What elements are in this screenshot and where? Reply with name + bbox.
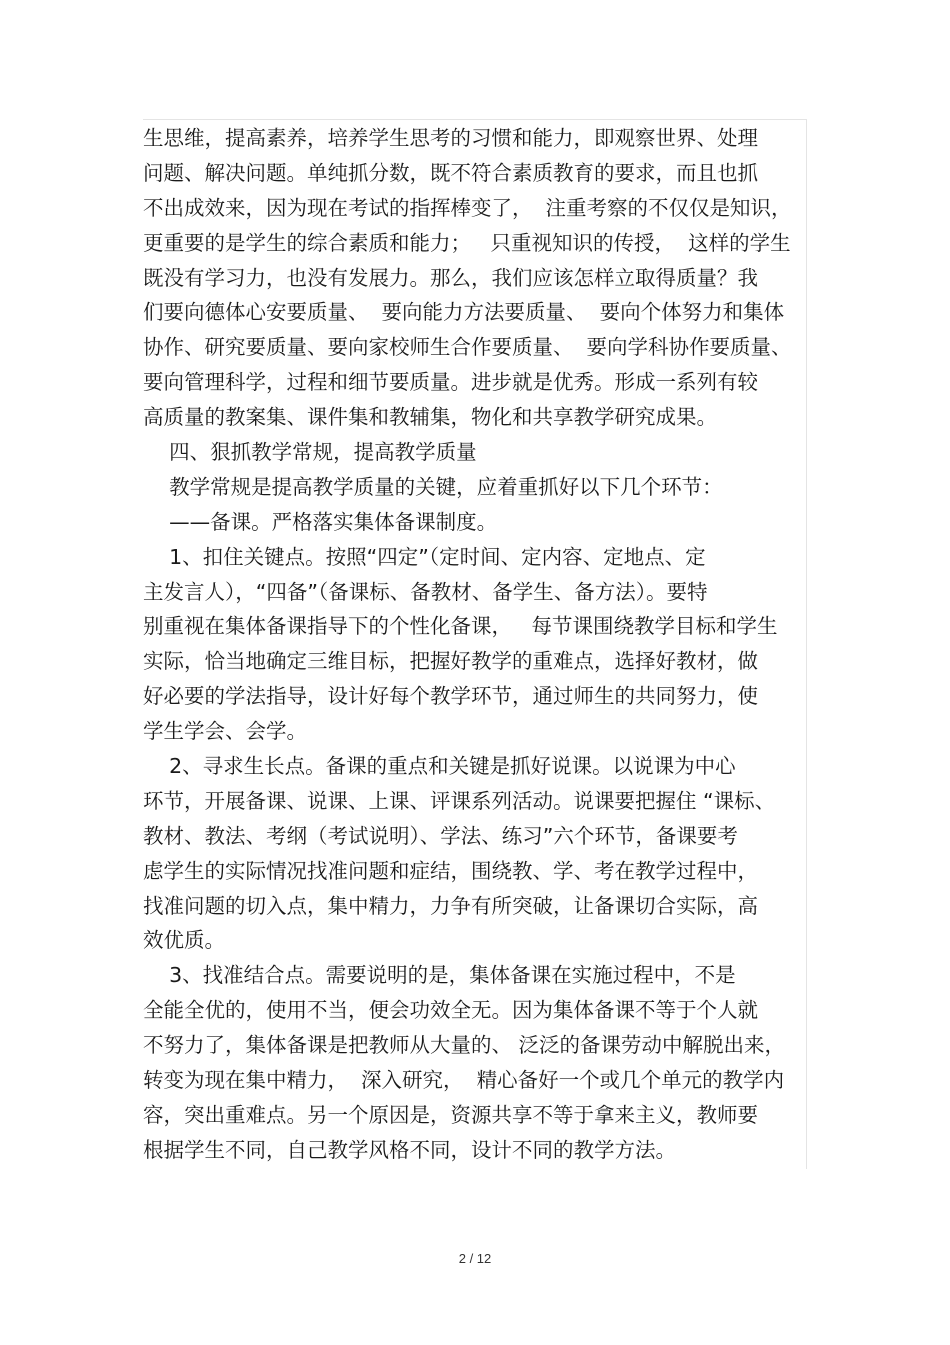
text-line: 环节，开展备课、说课、上课、评课系列活动。说课要把握住 “课标、 xyxy=(143,788,776,813)
text-line: 教学常规是提高教学质量的关键，应着重抓好以下几个环节： xyxy=(143,474,723,499)
page-number: 2 / 12 xyxy=(458,1251,492,1266)
text-line: ——备课。严格落实集体备课制度。 xyxy=(143,509,498,534)
text-line: 容，突出重难点。另一个原因是，资源共享不等于拿来主义，教师要 xyxy=(143,1102,758,1127)
text-line: 协作、研究要质量、要向家校师生合作要质量、 要向学科协作要质量、 xyxy=(143,335,792,360)
text-line: 全能全优的，使用不当，便会功效全无。因为集体备课不等于个人就 xyxy=(143,998,758,1023)
text-line: 别重视在集体备课指导下的个性化备课， 每节课围绕教学目标和学生 xyxy=(143,614,778,639)
text-line: 学生学会、会学。 xyxy=(143,719,307,744)
text-line: 转变为现在集中精力， 深入研究， 精心备好一个或几个单元的教学内 xyxy=(143,1068,785,1093)
document-body xyxy=(143,121,808,1168)
text-line: 既没有学习力，也没有发展力。那么，我们应该怎样立取得质量？我 xyxy=(143,265,758,290)
section-heading: 四、狠抓教学常规，提高教学质量 xyxy=(143,440,477,465)
text-line: 好必要的学法指导，设计好每个教学环节，通过师生的共同努力，使 xyxy=(143,684,758,709)
text-line: 们要向德体心安要质量、 要向能力方法要质量、 要向个体努力和集体 xyxy=(143,300,785,325)
text-line: 虑学生的实际情况找准问题和症结，围绕教、学、考在教学过程中， xyxy=(143,858,758,883)
text-line: 实际，恰当地确定三维目标，把握好教学的重难点，选择好教材，做 xyxy=(143,649,758,674)
text-line: 教材、教法、考纲（考试说明）、学法、练习”六个环节，备课要考 xyxy=(143,823,738,848)
text-line: 根据学生不同，自己教学风格不同，设计不同的教学方法。 xyxy=(143,1137,676,1162)
text-line: 1、扣住关键点。按照“四定”（定时间、定内容、定地点、定 xyxy=(143,544,706,569)
text-line: 更重要的是学生的综合素质和能力； 只重视知识的传授， 这样的学生 xyxy=(143,230,791,255)
text-line: 找准问题的切入点，集中精力，力争有所突破，让备课切合实际，高 xyxy=(143,893,758,918)
text-line: 不出成效来，因为现在考试的指挥棒变了， 注重考察的不仅仅是知识， xyxy=(143,195,792,220)
text-line: 3、找准结合点。需要说明的是，集体备课在实施过程中，不是 xyxy=(143,963,736,988)
text-line: 问题、解决问题。单纯抓分数，既不符合素质教育的要求，而且也抓 xyxy=(143,160,758,185)
text-line: 生思维，提高素养，培养学生思考的习惯和能力，即观察世界、处理 xyxy=(143,126,758,150)
text-line: 不努力了，集体备课是把教师从大量的、 泛泛的备课劳动中解脱出来， xyxy=(143,1033,786,1058)
text-line: 高质量的教案集、课件集和教辅集，物化和共享教学研究成果。 xyxy=(143,405,717,430)
text-line: 要向管理科学，过程和细节要质量。进步就是优秀。形成一系列有较 xyxy=(143,370,758,395)
text-line: 2、寻求生长点。备课的重点和关键是抓好说课。以说课为中心 xyxy=(143,754,736,779)
text-line: 效优质。 xyxy=(143,928,225,953)
text-line: 主发言人），“四备”（备课标、备教材、备学生、备方法）。要特 xyxy=(143,579,708,604)
page-border-top xyxy=(143,119,807,120)
